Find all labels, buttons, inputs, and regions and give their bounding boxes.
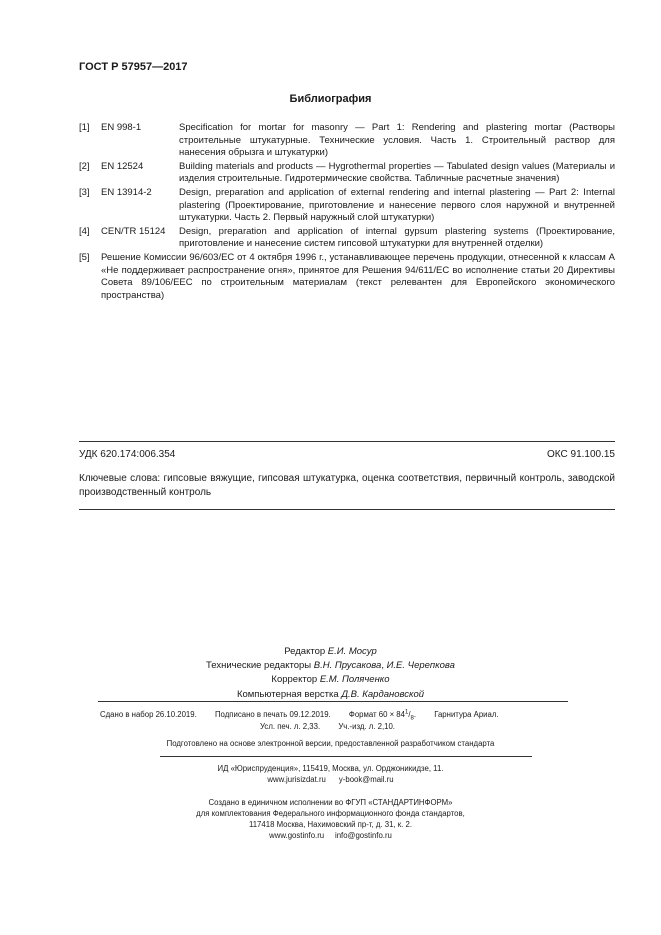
- bibliography-entry: [79, 122, 615, 160]
- entry-number: [4]: [79, 225, 90, 237]
- publisher-site: www.jurisizdat.ru: [267, 775, 326, 784]
- printer-contacts: [0, 830, 661, 841]
- editor-line: Редактор Е.И. Мосур: [284, 646, 377, 657]
- divider-credits: [98, 701, 568, 702]
- entry-number: [2]: [79, 160, 90, 172]
- bibliography-entry: [79, 226, 615, 251]
- bibliography-entry: [79, 252, 615, 302]
- publisher-address: ИД «Юриспруденция», 115419, Москва, ул. Орджоникидзе, 11.: [217, 764, 444, 773]
- entry-number: [1]: [79, 122, 90, 133]
- entry-code: EN 12524: [101, 160, 144, 172]
- divider-bottom: [79, 509, 615, 510]
- entry-text: Решение Комиссии 96/603/ЕС от 4 октября 1996 г., устанавливающее перечень продукции, отнесенной к классам А «Не поддерживает распространение огня», принятое для Решения 94/611/ЕС во исполнение статьи 20 Директивы Совета 89/106/ЕЕС по строительным материалам (текст релевантен для Европейского экономического пространства): [101, 251, 615, 301]
- entry-text: Specification for mortar for masonry — Part 1: Rendering and plastering mortar (Растворы строительные штукатурные. Технические условия. Часть 1. Строительный раствор для нанесения обрызга и штукатурки): [179, 122, 615, 159]
- font-name: Гарнитура Ариал.: [434, 709, 499, 719]
- entry-code: EN 998-1: [101, 122, 142, 133]
- layout-line: Компьютерная верстка Д.В. Кардановской: [236, 688, 425, 700]
- entry-number: [3]: [79, 186, 90, 198]
- keywords: Ключевые слова: гипсовые вяжущие, гипсовая штукатурка, оценка соответствия, первичный контроль, заводской производственный контроль: [79, 473, 615, 498]
- publisher-block: [0, 763, 661, 785]
- printer-block: [0, 797, 661, 841]
- print-sheets: Усл. печ. л. 2,33.: [260, 722, 321, 731]
- entry-text: Design, preparation and application of internal gypsum plastering systems (Проектирование, приготовление и нанесение систем гипсовой штукатурки для внутренней отделки): [179, 225, 615, 250]
- publishing-row-1: [100, 709, 515, 721]
- bibliography-title: Библиография: [289, 93, 372, 105]
- tech-editors-line: Технические редакторы В.Н. Прусакова, И.Е. Черепкова: [206, 660, 455, 672]
- publisher-email: y-book@mail.ru: [338, 775, 394, 784]
- bibliography-entry: [79, 161, 615, 186]
- signed-date: Подписано в печать 09.12.2019.: [214, 709, 331, 719]
- entry-text: Design, preparation and application of external rendering and internal plastering — Part 2: Internal plastering (Проектирование, приготовление и нанесение первого слоя наружной и внутренней штукатурки. Часть 2. Первый наружный слой штукатурки): [179, 186, 615, 224]
- entry-code: EN 13914-2: [101, 186, 152, 198]
- pub-sheets: Уч.-изд. л. 2,10.: [338, 722, 395, 731]
- format: Формат $60 \times 84^1/_8$.: [348, 709, 417, 722]
- tech-editor-2: И.Е. Черепкова: [386, 660, 455, 672]
- entry-number: [5]: [79, 251, 90, 263]
- entry-text: Building materials and products — Hygrothermal properties — Tabulated design values (Материалы и изделия строительные. Гидротермические свойства. Табличные расчетные значения): [179, 160, 615, 185]
- corrector-name: Е.М. Поляченко: [319, 674, 390, 686]
- printer-line-1: Создано в единичном исполнении во ФГУП «СТАНДАРТИНФОРМ»: [208, 798, 453, 807]
- udk-code: УДК 620.174:006.354: [79, 449, 176, 460]
- bibliography-list: [79, 122, 615, 303]
- prepared-note: Подготовлено на основе электронной версии, предоставленной разработчиком стандарта: [166, 739, 495, 748]
- credits-block: [0, 645, 661, 702]
- printer-email: info@gostinfo.ru: [334, 831, 392, 840]
- entry-code: CEN/TR 15124: [101, 225, 166, 237]
- oks-code: ОКС 91.100.15: [547, 449, 615, 460]
- divider-publisher: [160, 756, 532, 757]
- publishing-row-2: [260, 722, 411, 731]
- bibliography-entry: [79, 187, 615, 225]
- printer-line-3: 117418 Москва, Нахимовский пр-т, д. 31, к. 2.: [248, 820, 413, 829]
- standard-designation: ГОСТ Р 57957—2017: [79, 61, 188, 73]
- tech-editor-1: В.Н. Прусакова: [313, 660, 382, 672]
- printer-line-2: для комплектования Федерального информационного фонда стандартов,: [196, 809, 465, 818]
- divider-top: [79, 441, 615, 442]
- corrector-line: Корректор Е.М. Поляченко: [271, 674, 390, 686]
- layout-name: Д.В. Кардановской: [341, 688, 425, 700]
- typeset-date: Сдано в набор 26.10.2019.: [100, 709, 197, 719]
- printer-site: www.gostinfo.ru: [269, 831, 325, 840]
- editor-name: Е.И. Мосур: [327, 646, 377, 657]
- publisher-contacts: [0, 774, 661, 785]
